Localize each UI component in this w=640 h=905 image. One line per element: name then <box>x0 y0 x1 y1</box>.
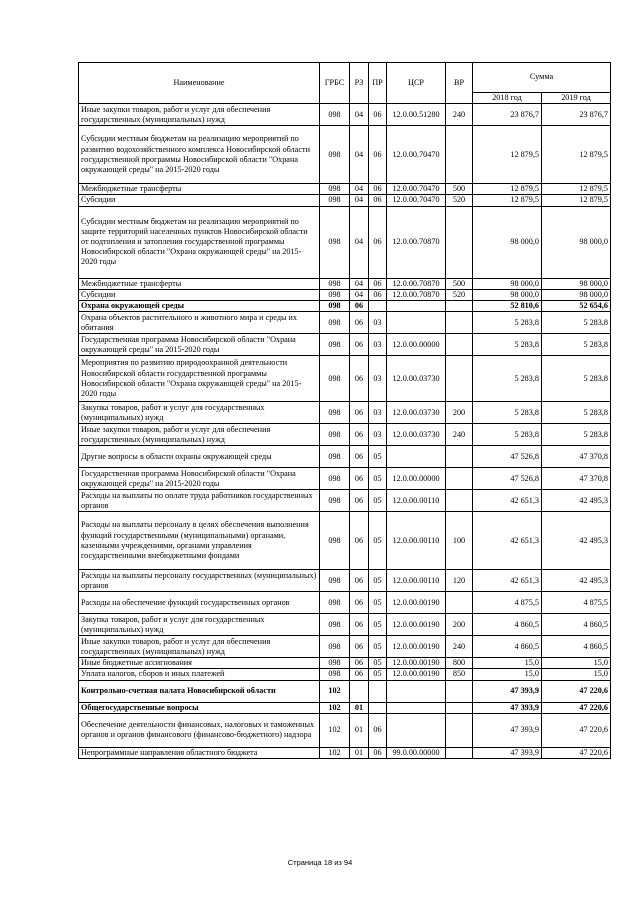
table-row <box>79 512 611 570</box>
cell-name: Уплата налогов, сборов и иных платежей <box>79 669 320 680</box>
cell-grbs: 098 <box>320 184 350 195</box>
cell-rz: 06 <box>350 658 369 669</box>
cell-vr <box>446 747 473 758</box>
cell-csr <box>387 680 446 702</box>
cell-name: Расходы на выплаты по оплате труда работников государственных органов <box>79 490 320 512</box>
cell-rz: 06 <box>350 669 369 680</box>
cell-sum-2018: 12 879,5 <box>473 184 542 195</box>
cell-grbs: 098 <box>320 334 350 356</box>
cell-rz: 06 <box>350 468 369 490</box>
cell-rz: 06 <box>350 334 369 356</box>
cell-name: Субсидии местным бюджетам на реализацию мероприятий по развитию водохозяйственного комплекса Новосибирской области государственной программы Новосибирской области "Охрана окружающей среды" на 2015-2020 годы <box>79 126 320 184</box>
table-row <box>79 206 611 278</box>
cell-csr: 12.0.00.00000 <box>387 334 446 356</box>
cell-rz: 06 <box>350 592 369 614</box>
cell-sum-2018: 5 283,8 <box>473 402 542 424</box>
cell-sum-2019: 5 283,8 <box>542 312 611 334</box>
cell-csr: 12.0.00.70470 <box>387 126 446 184</box>
cell-sum-2018: 5 283,8 <box>473 424 542 446</box>
cell-pr: 03 <box>369 356 387 402</box>
cell-csr: 12.0.00.00190 <box>387 658 446 669</box>
cell-vr: 520 <box>446 289 473 300</box>
cell-name: Другие вопросы в области охраны окружающей среды <box>79 446 320 468</box>
cell-csr: 12.0.00.70870 <box>387 278 446 289</box>
cell-grbs: 098 <box>320 402 350 424</box>
cell-rz: 04 <box>350 289 369 300</box>
cell-grbs: 098 <box>320 570 350 592</box>
cell-vr <box>446 301 473 312</box>
cell-rz: 06 <box>350 490 369 512</box>
cell-pr <box>369 301 387 312</box>
cell-rz: 04 <box>350 184 369 195</box>
cell-name: Межбюджетные трансферты <box>79 278 320 289</box>
cell-sum-2019: 4 860,5 <box>542 614 611 636</box>
table-row <box>79 669 611 680</box>
cell-sum-2018: 47 393,9 <box>473 713 542 747</box>
cell-name: Субсидии <box>79 289 320 300</box>
cell-grbs: 098 <box>320 468 350 490</box>
cell-csr: 12.0.00.00190 <box>387 614 446 636</box>
cell-grbs: 098 <box>320 669 350 680</box>
table-row <box>79 614 611 636</box>
cell-rz: 06 <box>350 570 369 592</box>
cell-sum-2018: 4 875,5 <box>473 592 542 614</box>
header-vr: ВР <box>446 63 473 104</box>
cell-csr: 12.0.00.70470 <box>387 184 446 195</box>
cell-grbs: 098 <box>320 424 350 446</box>
cell-sum-2018: 15,0 <box>473 669 542 680</box>
cell-sum-2018: 42 651,3 <box>473 570 542 592</box>
cell-vr: 120 <box>446 570 473 592</box>
cell-pr: 05 <box>369 446 387 468</box>
table-row <box>79 592 611 614</box>
cell-sum-2019: 12 879,5 <box>542 195 611 206</box>
cell-sum-2018: 47 526,8 <box>473 446 542 468</box>
cell-grbs: 102 <box>320 747 350 758</box>
cell-pr: 05 <box>369 592 387 614</box>
cell-rz: 06 <box>350 446 369 468</box>
cell-sum-2018: 98 000,0 <box>473 289 542 300</box>
cell-sum-2018: 12 879,5 <box>473 195 542 206</box>
cell-grbs: 098 <box>320 206 350 278</box>
cell-sum-2018: 12 879,5 <box>473 126 542 184</box>
cell-sum-2019: 47 370,8 <box>542 468 611 490</box>
cell-pr: 05 <box>369 512 387 570</box>
cell-csr: 12.0.00.00190 <box>387 636 446 658</box>
header-name: Наименование <box>79 63 320 104</box>
cell-rz <box>350 680 369 702</box>
cell-vr <box>446 702 473 713</box>
cell-csr: 12.0.00.03730 <box>387 424 446 446</box>
cell-csr: 12.0.00.51280 <box>387 104 446 126</box>
cell-grbs: 098 <box>320 356 350 402</box>
cell-vr <box>446 713 473 747</box>
cell-sum-2019: 52 654,6 <box>542 301 611 312</box>
cell-sum-2018: 47 393,9 <box>473 747 542 758</box>
cell-grbs: 098 <box>320 636 350 658</box>
cell-pr: 06 <box>369 278 387 289</box>
cell-vr: 520 <box>446 195 473 206</box>
table-row <box>79 312 611 334</box>
cell-sum-2018: 98 000,0 <box>473 278 542 289</box>
cell-name: Обеспечение деятельности финансовых, налоговых и таможенных органов и органов финансового (финансово-бюджетного) надзора <box>79 713 320 747</box>
cell-sum-2019: 4 860,5 <box>542 636 611 658</box>
cell-name: Субсидии местным бюджетам на реализацию мероприятий по защите территорий населенных пунктов Новосибирской области от подтопления и затопления государственной программы Новосибирской области "Охрана окружающей среды" на 2015-2020 годы <box>79 206 320 278</box>
header-pr: ПР <box>369 63 387 104</box>
table-row <box>79 570 611 592</box>
cell-grbs: 098 <box>320 312 350 334</box>
cell-sum-2019: 42 495,3 <box>542 512 611 570</box>
cell-pr: 06 <box>369 195 387 206</box>
cell-pr: 03 <box>369 334 387 356</box>
cell-vr <box>446 356 473 402</box>
cell-rz: 04 <box>350 206 369 278</box>
table-row <box>79 126 611 184</box>
cell-csr: 12.0.00.70470 <box>387 195 446 206</box>
cell-name: Закупка товаров, работ и услуг для государственных (муниципальных) нужд <box>79 614 320 636</box>
cell-sum-2018: 42 651,3 <box>473 490 542 512</box>
cell-sum-2018: 5 283,8 <box>473 334 542 356</box>
cell-name: Охрана окружающей среды <box>79 301 320 312</box>
table-row <box>79 402 611 424</box>
cell-grbs: 098 <box>320 104 350 126</box>
cell-vr <box>446 126 473 184</box>
cell-sum-2019: 5 283,8 <box>542 424 611 446</box>
cell-grbs: 098 <box>320 289 350 300</box>
cell-vr <box>446 592 473 614</box>
table-row <box>79 278 611 289</box>
cell-sum-2019: 42 495,3 <box>542 570 611 592</box>
cell-grbs: 098 <box>320 614 350 636</box>
cell-pr: 06 <box>369 206 387 278</box>
cell-rz: 01 <box>350 713 369 747</box>
table-row <box>79 636 611 658</box>
cell-pr: 06 <box>369 126 387 184</box>
header-year-2018: 2018 год <box>473 93 542 104</box>
cell-sum-2019: 15,0 <box>542 669 611 680</box>
cell-pr: 05 <box>369 490 387 512</box>
cell-name: Иные закупки товаров, работ и услуг для обеспечения государственных (муниципальных) нужд <box>79 636 320 658</box>
page-number: Страница 18 из 94 <box>287 858 353 867</box>
cell-grbs: 098 <box>320 512 350 570</box>
cell-vr: 800 <box>446 658 473 669</box>
cell-name: Закупка товаров, работ и услуг для государственных (муниципальных) нужд <box>79 402 320 424</box>
cell-rz: 04 <box>350 195 369 206</box>
cell-sum-2019: 98 000,0 <box>542 206 611 278</box>
cell-name: Контрольно-счетная палата Новосибирской области <box>79 680 320 702</box>
header-grbs: ГРБС <box>320 63 350 104</box>
table-row <box>79 104 611 126</box>
cell-sum-2019: 47 370,8 <box>542 446 611 468</box>
cell-vr <box>446 334 473 356</box>
cell-sum-2019: 98 000,0 <box>542 278 611 289</box>
cell-sum-2019: 47 220,6 <box>542 702 611 713</box>
cell-rz: 06 <box>350 512 369 570</box>
cell-sum-2018: 15,0 <box>473 658 542 669</box>
cell-sum-2018: 98 000,0 <box>473 206 542 278</box>
header-csr: ЦСР <box>387 63 446 104</box>
cell-name: Межбюджетные трансферты <box>79 184 320 195</box>
cell-vr: 850 <box>446 669 473 680</box>
cell-sum-2018: 23 876,7 <box>473 104 542 126</box>
cell-csr: 12.0.00.03730 <box>387 356 446 402</box>
cell-name: Расходы на выплаты персоналу государственных (муниципальных) органов <box>79 570 320 592</box>
table-row <box>79 184 611 195</box>
cell-name: Непрограммные направления областного бюджета <box>79 747 320 758</box>
cell-vr: 100 <box>446 512 473 570</box>
cell-rz: 06 <box>350 402 369 424</box>
cell-pr: 06 <box>369 713 387 747</box>
table-row <box>79 713 611 747</box>
cell-csr <box>387 301 446 312</box>
cell-sum-2019: 42 495,3 <box>542 490 611 512</box>
cell-pr: 05 <box>369 468 387 490</box>
cell-rz: 06 <box>350 614 369 636</box>
cell-rz: 06 <box>350 636 369 658</box>
cell-sum-2019: 4 875,5 <box>542 592 611 614</box>
table-row <box>79 195 611 206</box>
cell-pr: 03 <box>369 424 387 446</box>
cell-rz: 04 <box>350 278 369 289</box>
cell-rz: 04 <box>350 126 369 184</box>
cell-sum-2018: 4 860,5 <box>473 614 542 636</box>
cell-grbs: 098 <box>320 195 350 206</box>
cell-pr <box>369 680 387 702</box>
cell-vr <box>446 312 473 334</box>
table-row <box>79 702 611 713</box>
cell-vr <box>446 468 473 490</box>
cell-csr: 12.0.00.00110 <box>387 512 446 570</box>
cell-grbs: 098 <box>320 658 350 669</box>
cell-pr: 05 <box>369 570 387 592</box>
cell-grbs: 098 <box>320 126 350 184</box>
cell-csr <box>387 312 446 334</box>
cell-sum-2019: 5 283,8 <box>542 356 611 402</box>
cell-rz: 06 <box>350 356 369 402</box>
table-row <box>79 356 611 402</box>
cell-rz: 01 <box>350 747 369 758</box>
cell-sum-2018: 47 393,9 <box>473 702 542 713</box>
table-header <box>79 63 611 104</box>
cell-grbs: 102 <box>320 713 350 747</box>
cell-sum-2018: 52 810,6 <box>473 301 542 312</box>
cell-rz: 06 <box>350 312 369 334</box>
cell-pr: 05 <box>369 658 387 669</box>
header-year-2019: 2019 год <box>542 93 611 104</box>
cell-sum-2018: 4 860,5 <box>473 636 542 658</box>
cell-vr: 500 <box>446 278 473 289</box>
cell-sum-2019: 15,0 <box>542 658 611 669</box>
table-row <box>79 747 611 758</box>
cell-vr: 200 <box>446 402 473 424</box>
cell-csr: 12.0.00.00110 <box>387 570 446 592</box>
cell-name: Иные закупки товаров, работ и услуг для обеспечения государственных (муниципальных) нужд <box>79 104 320 126</box>
cell-sum-2018: 47 393,9 <box>473 680 542 702</box>
table-row <box>79 424 611 446</box>
cell-pr: 05 <box>369 669 387 680</box>
cell-csr: 12.0.00.00190 <box>387 592 446 614</box>
cell-rz: 06 <box>350 301 369 312</box>
table-row <box>79 301 611 312</box>
table-row <box>79 334 611 356</box>
cell-sum-2018: 5 283,8 <box>473 356 542 402</box>
cell-csr <box>387 713 446 747</box>
cell-vr: 240 <box>446 424 473 446</box>
cell-sum-2019: 5 283,8 <box>542 402 611 424</box>
cell-sum-2018: 5 283,8 <box>473 312 542 334</box>
cell-rz: 04 <box>350 104 369 126</box>
table-row <box>79 490 611 512</box>
cell-grbs: 098 <box>320 301 350 312</box>
cell-csr: 99.0.00.00000 <box>387 747 446 758</box>
cell-name: Общегосударственные вопросы <box>79 702 320 713</box>
table-row <box>79 658 611 669</box>
cell-csr: 12.0.00.00110 <box>387 490 446 512</box>
table-row <box>79 289 611 300</box>
cell-pr: 05 <box>369 614 387 636</box>
cell-grbs: 098 <box>320 446 350 468</box>
cell-sum-2018: 47 526,8 <box>473 468 542 490</box>
cell-vr: 200 <box>446 614 473 636</box>
cell-name: Охрана объектов растительного и животного мира и среды их обитания <box>79 312 320 334</box>
cell-csr: 12.0.00.70870 <box>387 206 446 278</box>
cell-name: Мероприятия по развитию природоохранной деятельности Новосибирской области государственной программы Новосибирской области "Охрана окружающей среды" на 2015-2020 годы <box>79 356 320 402</box>
cell-name: Государственная программа Новосибирской области "Охрана окружающей среды" на 2015-2020 годы <box>79 334 320 356</box>
cell-rz: 06 <box>350 424 369 446</box>
cell-sum-2019: 12 879,5 <box>542 126 611 184</box>
cell-name: Государственная программа Новосибирской области "Охрана окружающей среды" на 2015-2020 годы <box>79 468 320 490</box>
cell-sum-2018: 42 651,3 <box>473 512 542 570</box>
table-row <box>79 446 611 468</box>
cell-grbs: 102 <box>320 680 350 702</box>
cell-pr: 03 <box>369 312 387 334</box>
cell-sum-2019: 5 283,8 <box>542 334 611 356</box>
cell-name: Субсидии <box>79 195 320 206</box>
cell-sum-2019: 47 220,6 <box>542 747 611 758</box>
cell-csr <box>387 446 446 468</box>
cell-pr: 05 <box>369 636 387 658</box>
cell-name: Расходы на выплаты персоналу в целях обеспечения выполнения функций государственными (муниципальными) органами, казенными учреждениями, органами управления государственными внебюджетными фондами <box>79 512 320 570</box>
cell-name: Расходы на обеспечение функций государственных органов <box>79 592 320 614</box>
cell-grbs: 102 <box>320 702 350 713</box>
cell-sum-2019: 47 220,6 <box>542 713 611 747</box>
header-sum: Сумма <box>473 63 611 93</box>
cell-vr <box>446 446 473 468</box>
budget-table <box>78 62 611 759</box>
cell-csr: 12.0.00.03730 <box>387 402 446 424</box>
cell-rz: 01 <box>350 702 369 713</box>
cell-vr <box>446 206 473 278</box>
cell-pr: 06 <box>369 104 387 126</box>
cell-vr: 500 <box>446 184 473 195</box>
cell-pr: 03 <box>369 402 387 424</box>
cell-csr: 12.0.00.70870 <box>387 289 446 300</box>
cell-csr <box>387 702 446 713</box>
cell-grbs: 098 <box>320 490 350 512</box>
cell-vr <box>446 490 473 512</box>
cell-grbs: 098 <box>320 278 350 289</box>
cell-pr: 06 <box>369 289 387 300</box>
cell-vr: 240 <box>446 636 473 658</box>
cell-sum-2019: 47 220,6 <box>542 680 611 702</box>
cell-pr: 06 <box>369 184 387 195</box>
cell-pr <box>369 702 387 713</box>
header-rz: РЗ <box>350 63 369 104</box>
cell-grbs: 098 <box>320 592 350 614</box>
cell-vr: 240 <box>446 104 473 126</box>
cell-csr: 12.0.00.00190 <box>387 669 446 680</box>
table-row <box>79 680 611 702</box>
cell-sum-2019: 23 876,7 <box>542 104 611 126</box>
cell-pr: 06 <box>369 747 387 758</box>
cell-sum-2019: 98 000,0 <box>542 289 611 300</box>
table-body <box>79 104 611 759</box>
cell-csr: 12.0.00.00000 <box>387 468 446 490</box>
cell-name: Иные закупки товаров, работ и услуг для обеспечения государственных (муниципальных) нужд <box>79 424 320 446</box>
cell-vr <box>446 680 473 702</box>
cell-name: Иные бюджетные ассигнования <box>79 658 320 669</box>
table-row <box>79 468 611 490</box>
cell-sum-2019: 12 879,5 <box>542 184 611 195</box>
